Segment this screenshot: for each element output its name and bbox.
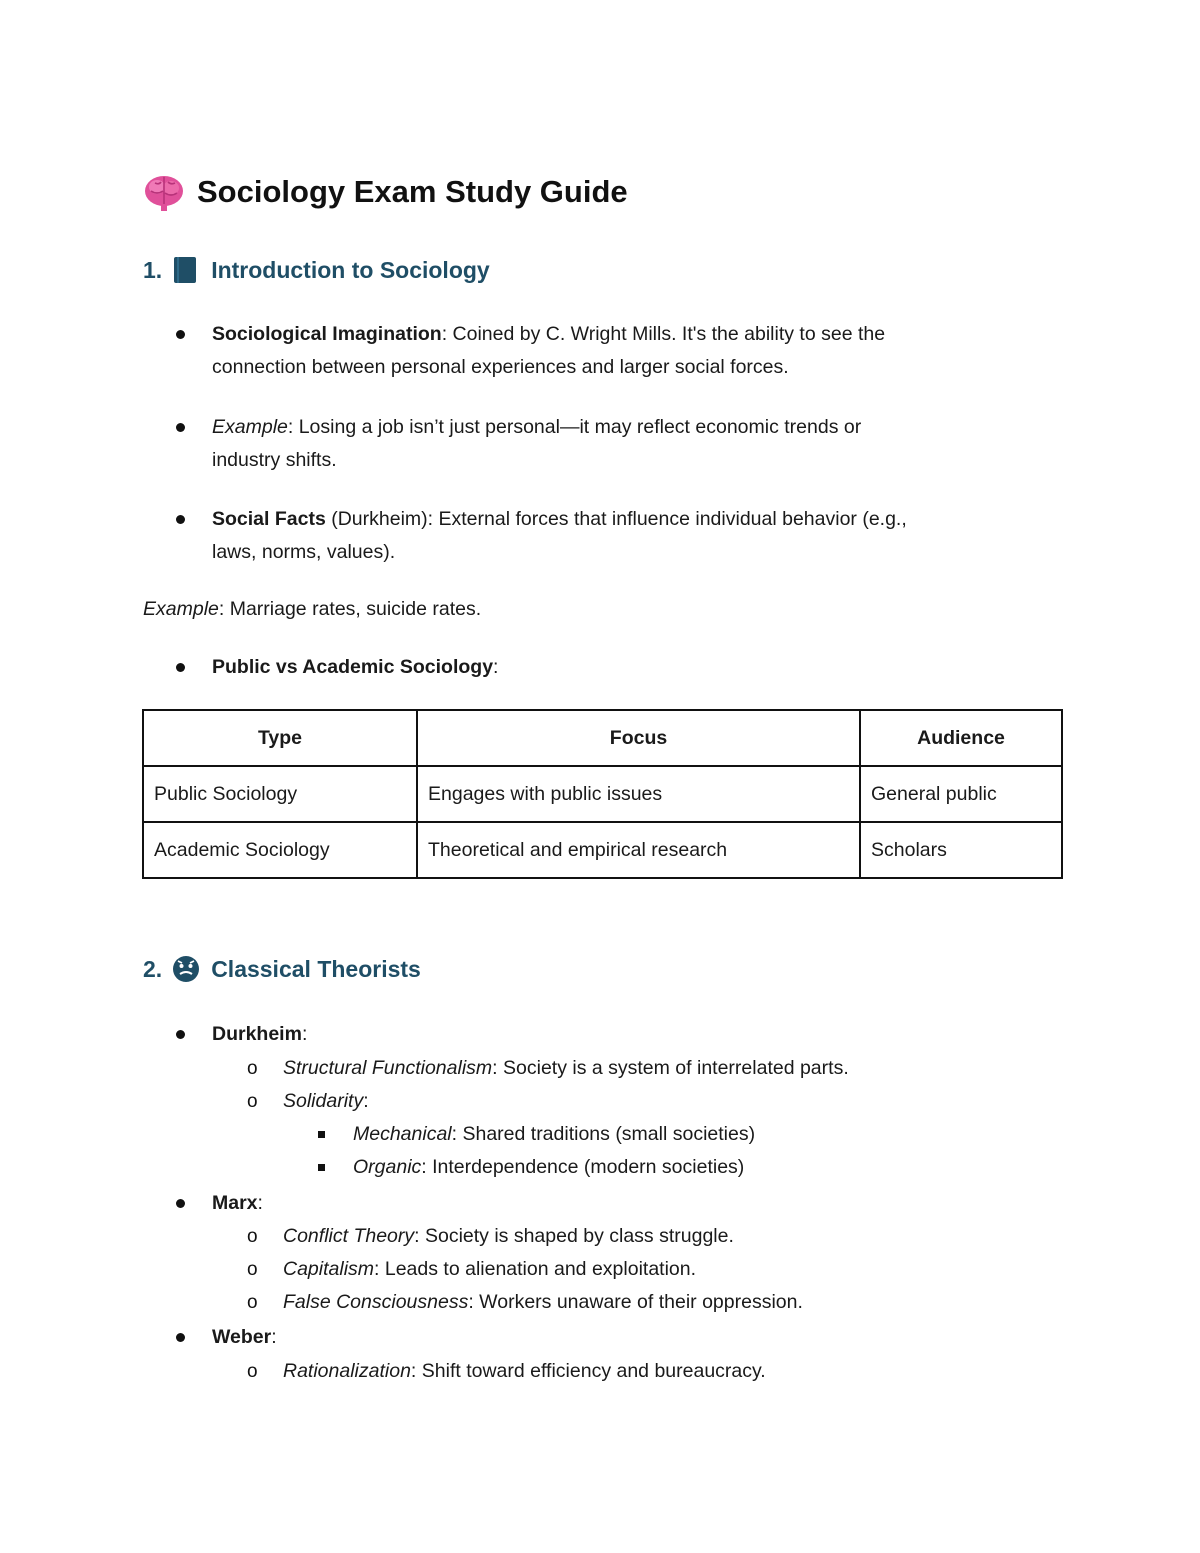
section-heading-intro: [143, 252, 490, 288]
bullet-dot: [176, 1333, 185, 1342]
thinker-icon: [172, 955, 198, 983]
list-item: Public vs Academic Sociology:: [212, 656, 499, 678]
list-item-marx: Marx:: [212, 1192, 263, 1214]
comparison-table: [142, 709, 1063, 879]
sub-list-item: Rationalization: Shift toward efficiency and bureaucracy.: [283, 1360, 766, 1382]
bullet-dot: [176, 423, 185, 432]
sub-bullet-marker: o: [247, 1058, 258, 1079]
table-header-cell: Audience: [860, 710, 1062, 766]
sub-list-item: Structural Functionalism: Society is a system of interrelated parts.: [283, 1057, 849, 1079]
sub-bullet-marker: o: [247, 1091, 258, 1112]
table-cell: Scholars: [860, 822, 1062, 878]
bullet-dot: [176, 515, 185, 524]
table-header-cell: Type: [143, 710, 417, 766]
section-heading-theorists: [143, 951, 421, 987]
list-item: Example: Losing a job isn’t just personal—it may reflect economic trends or industry shifts.: [212, 416, 862, 471]
book-icon: [172, 256, 198, 284]
sub-sub-list-item: Mechanical: Shared traditions (small societies): [353, 1123, 756, 1145]
table-cell: Engages with public issues: [417, 766, 860, 822]
table-header-row: [143, 710, 1062, 766]
list-item: Social Facts (Durkheim): External forces that influence individual behavior (e.g., laws, norms, values).: [212, 508, 907, 563]
sub-sub-list-item: Organic: Interdependence (modern societies): [353, 1156, 745, 1178]
sub-list-item: False Consciousness: Workers unaware of their oppression.: [283, 1291, 803, 1313]
sub-bullet-marker: o: [247, 1361, 258, 1382]
example-line: Example: Marriage rates, suicide rates.: [143, 598, 482, 620]
sub-bullet-marker: o: [247, 1259, 258, 1280]
section-title: Introduction to Sociology: [211, 256, 490, 283]
bullet-dot: [176, 1030, 185, 1039]
sub-bullet-marker: o: [247, 1292, 258, 1313]
table-row: [143, 766, 1062, 822]
sub-list-item: Capitalism: Leads to alienation and exploitation.: [283, 1258, 697, 1280]
brain-icon: [143, 171, 185, 213]
square-bullet-marker: [318, 1164, 325, 1171]
table-row: [143, 822, 1062, 878]
section-title: Classical Theorists: [211, 955, 421, 982]
table-cell: Academic Sociology: [143, 822, 417, 878]
bullet-dot: [176, 330, 185, 339]
table-cell: General public: [860, 766, 1062, 822]
list-item-weber: Weber:: [212, 1326, 277, 1348]
title-text: Sociology Exam Study Guide: [197, 174, 628, 209]
sub-list-item: Conflict Theory: Society is shaped by class struggle.: [283, 1225, 734, 1247]
sub-bullet-marker: o: [247, 1226, 258, 1247]
table-cell: Theoretical and empirical research: [417, 822, 860, 878]
list-item-durkheim: Durkheim:: [212, 1023, 308, 1045]
page-title: [143, 168, 628, 216]
section-number: 2.: [143, 955, 163, 982]
section-number: 1.: [143, 256, 163, 283]
bullet-dot: [176, 1199, 185, 1208]
bullet-dot: [176, 663, 185, 672]
table-cell: Public Sociology: [143, 766, 417, 822]
sub-list-item: Solidarity:: [283, 1090, 369, 1112]
table-header-cell: Focus: [417, 710, 860, 766]
square-bullet-marker: [318, 1131, 325, 1138]
list-item: Sociological Imagination: Coined by C. Wright Mills. It's the ability to see the connection between personal experiences and larger social forces.: [212, 323, 886, 378]
